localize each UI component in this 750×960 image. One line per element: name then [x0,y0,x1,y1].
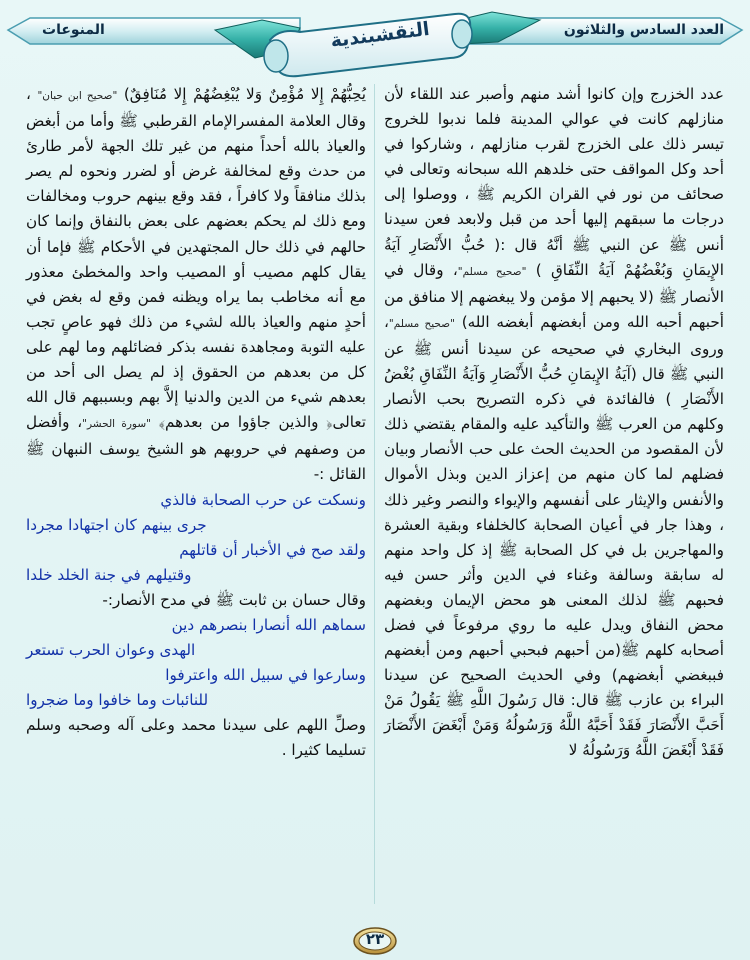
left-column [26,82,366,764]
left-column-intro [26,82,366,488]
verse-line: ونسكت عن حرب الصحابة فالذي [160,490,366,509]
citation: "صحيح ابن حبان" [37,90,118,102]
paragraph-text: ، وقال في الأنصار ﷺ (لا يحبهم إلا مؤمن ولا يبغضهم إلا منافق من أحبهم أحبه الله ومن أبغضهم أبغضه الله) [384,260,725,331]
right-column [384,82,724,764]
closing-prayer: وصلِّ اللهم على سيدنا محمد وعلى آله وصحبه وسلم تسليما كثيرا . [26,716,366,760]
verse-line: جرى بينهم كان اجتهادا مجردا [26,515,207,534]
citation: "صحيح مسلم" [388,317,455,330]
hassan-intro-line: وقال حسان بن ثابت ﷺ في مدح الأنصار:- [102,590,366,609]
page-number: ٢٣ [365,930,385,948]
paragraph-text: ، وروى البخاري في صحيحه عن سيدنا أنس ﷺ عن النبي ﷺ قال (آيَةُ الإِيمَانِ حُبُّ الأَنْصَارِ وَآيَةُ النِّفَاقِ بُغْضُ الأَنْصَارِ ) فالفائدة في ذكره التصريح بحب الأنصار وكلهم من العرب ﷺ والتأكيد عليه والمقام يقتضي ذلك لأن المقصود من الحديث الحث على حب الأنصار وبيان فضلهم لما كان منهم من إعزاز الدين وبذل الأموال والأنفس والإيثار على أنفسهم والإيواء والنصر وغير ذلك ، وهذا جار في أعيان الصحابة كالخلفاء وبقية العشرة والمهاجرين بل في كل الصحابة ﷺ إذ كل واحد منهم له سابقة وسالفة وغناء في الدين وأثر حسن فيه فحبهم ﷺ لذلك المعنى هو محض الإيمان وبغضهم محض النفاق ويدل عليه ما روي مرفوعاً في فضل أصحابه كلهم ﷺ(من أحبهم فبحبي أحبهم ومن أبغضهم فببغضي أبغضهم) وفي الحديث الصحيح عن سيدنا البراء بن عازب ﷺ قال: قال رَسُولَ اللَّهِ ﷺ يَقُولُ مَنْ أَحَبَّ الأَنْصَارَ فَقَدْ أَحَبَّهُ اللَّهُ وَرَسُولُهُ وَمَنْ أَبْغَضَ الأَنْصَارَ فَقَدْ أَبْغَضَ اللَّهُ وَرَسُولُهُ لا [384,312,724,760]
verse-line: وسارعوا في سبيل الله واعترفوا [165,666,366,685]
poem-verses-1 [26,488,366,588]
verse-line: الهدى وعوان الحرب تستعر [26,641,196,660]
right-column-text [384,82,724,764]
section-label: المنوعات [42,22,105,38]
verse-line: وقتيلهم في جنة الخلد خلدا [26,565,192,584]
column-divider [374,84,375,904]
verse-line: ولقد صح في الأخبار أن قاتلهم [179,540,366,559]
paragraph-text: ، وأفضل من وصفهم في حروبهم هو الشيخ يوسف النبهان ﷺ القائل :- [26,413,366,484]
page-header [0,0,750,90]
poem-verses-2 [26,613,366,713]
paragraph-text: يُحِبُّهُمْ إِلا مُؤْمِنٌ وَلا يُبْغِضُهُمْ إِلا مُنَافِقٌ) [117,85,366,103]
paragraph-text: ، وقال العلامة المفسرالإمام القرطبي ﷺ وأما من أبغض والعياذ بالله أحداً منهم من غير تلك الجهة لأمر طارئ من حدث وقع لمخالفة غرض أو لضرر ونحوه لم يصر بذلك منافقاً ولا كافراً ، فقد وقع بينهم حروب ومخالفات ومع ذلك لم يحكم بعضهم على بعض بالنفاق وإنما كان حالهم في ذلك حال المجتهدين في الأحكام ﷺ فإما أن يقال كلهم مصيب أو المصيب واحد والمخطئ معذور مع أنه مخاطب بما يراه ويظنه فمن وقع له بغض في أحدٍ منهم والعياذ بالله لشيء من ذلك فهو عاصٍ تجب عليه التوبة ومجاهدة نفسه بذكر فضائلهم وما لهم على كل من بعدهم من الحقوق إذ لم يصل الى أحد من بعدهم شيء من الدين والدنيا إلاَّ بهم وبسببهم قال الله تعالى﴿ والذين جاؤوا من بعدهم﴾ [26,85,366,432]
verse-line: سماهم الله أنصارا بنصرهم دين [171,615,366,634]
issue-label: العدد السادس والثلاثون [563,22,724,38]
citation: "سورة الحشر" [82,418,151,431]
magazine-title: النقشبندية [329,18,431,52]
verse-line: للنائبات وما خافوا وما ضجروا [26,691,209,710]
page-number-badge [352,925,398,955]
paragraph-text: عدد الخزرج وإن كانوا أشد منهم وأصبر عند اللقاء لأن منازلهم كانت في عوالي المدينة فلما ندبوا للخروج تيسر ذلك على الخزرج لقرب منازلهم ، وشاركوا في أحد وكل المواقف حتى خلدهم الله سبحانه وتعالى في صحائف من نور في القران الكريم ﷺ ، ووصلوا إلى درجات ما سبقهم إليها أحد من قبل ولابعد فعن سيدنا أنس ﷺ عن النبي ﷺ أنَّهُ قال :( حُبُّ الأَنْصَارِ آيَةُ الإِيمَانِ وَبُغْضُهُمْ آيَةُ النِّفَاقِ ) [384,85,725,279]
citation: "صحيح مسلم" [457,265,527,278]
